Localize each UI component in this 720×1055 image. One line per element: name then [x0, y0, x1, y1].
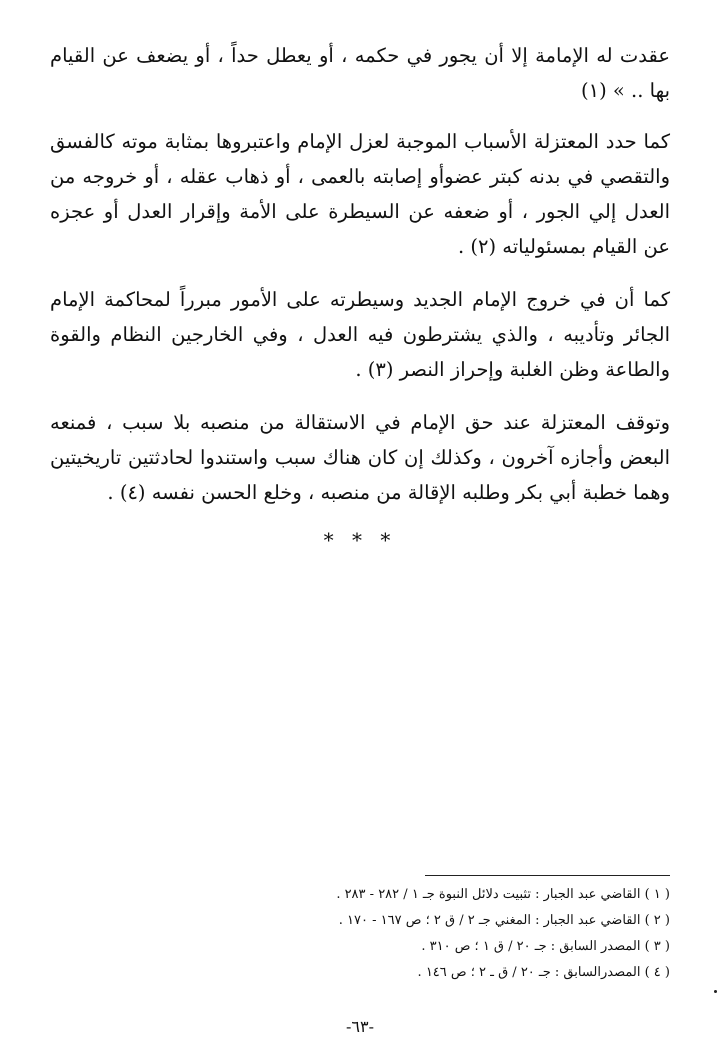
- footnote-rule: [425, 875, 670, 876]
- scan-speck: [714, 990, 717, 993]
- footnote-1: ( ١ ) القاضي عبد الجبار : تثبيت دلائل النبوة جـ ١ / ٢٨٢ - ٢٨٣ .: [336, 887, 670, 902]
- paragraph-2: كما حدد المعتزلة الأسباب الموجبة لعزل الإمام واعتبروها بمثابة موته كالفسق والتقصي في بدنه كبتر عضوأو إصابته بالعمى ، أو ذهاب عقله ، أو خروجه من العدل إلي الجور ، أو ضعفه عن السيطرة على الأمة وإقرار العدل أو عجزه عن القيام بمسئولياته (٢) .: [50, 130, 670, 258]
- paragraph-3: كما أن في خروج الإمام الجديد وسيطرته على الأمور مبرراً لمحاكمة الإمام الجائر وتأديبه ، والذي يشترطون فيه العدل ، وفي الخارجين النظام والقوة والطاعة وظن الغلبة وإحراز النصر (٣) .: [50, 288, 670, 381]
- footnote-4: ( ٤ ) المصدرالسابق : جـ ٢٠ / ق ـ ٢ ؛ ص ١٤٦ .: [417, 965, 670, 980]
- page-number: -٦٣-: [346, 1017, 374, 1036]
- footnotes: [50, 882, 670, 986]
- body-text: [50, 38, 670, 552]
- section-separator: * * *: [323, 528, 397, 552]
- paragraph-4: وتوقف المعتزلة عند حق الإمام في الاستقالة من منصبه بلا سبب ، فمنعه البعض وأجازه آخرون ، وكذلك إن كان هناك سبب واستندوا لحادثتين تاريخيتين وهما خطبة أبي بكر وطلبه الإقالة من منصبه ، وخلع الحسن نفسه (٤) .: [50, 411, 670, 504]
- footnote-2: ( ٢ ) القاضي عبد الجبار : المغني جـ ٢ / ق ٢ ؛ ص ١٦٧ - ١٧٠ .: [338, 913, 670, 928]
- paragraph-1: عقدت له الإمامة إلا أن يجور في حكمه ، أو يعطل حداً ، أو يضعف عن القيام بها .. » (١): [50, 44, 670, 102]
- footnote-3: ( ٣ ) المصدر السابق : جـ ٢٠ / ق ١ ؛ ص ٣١٠ .: [421, 939, 670, 954]
